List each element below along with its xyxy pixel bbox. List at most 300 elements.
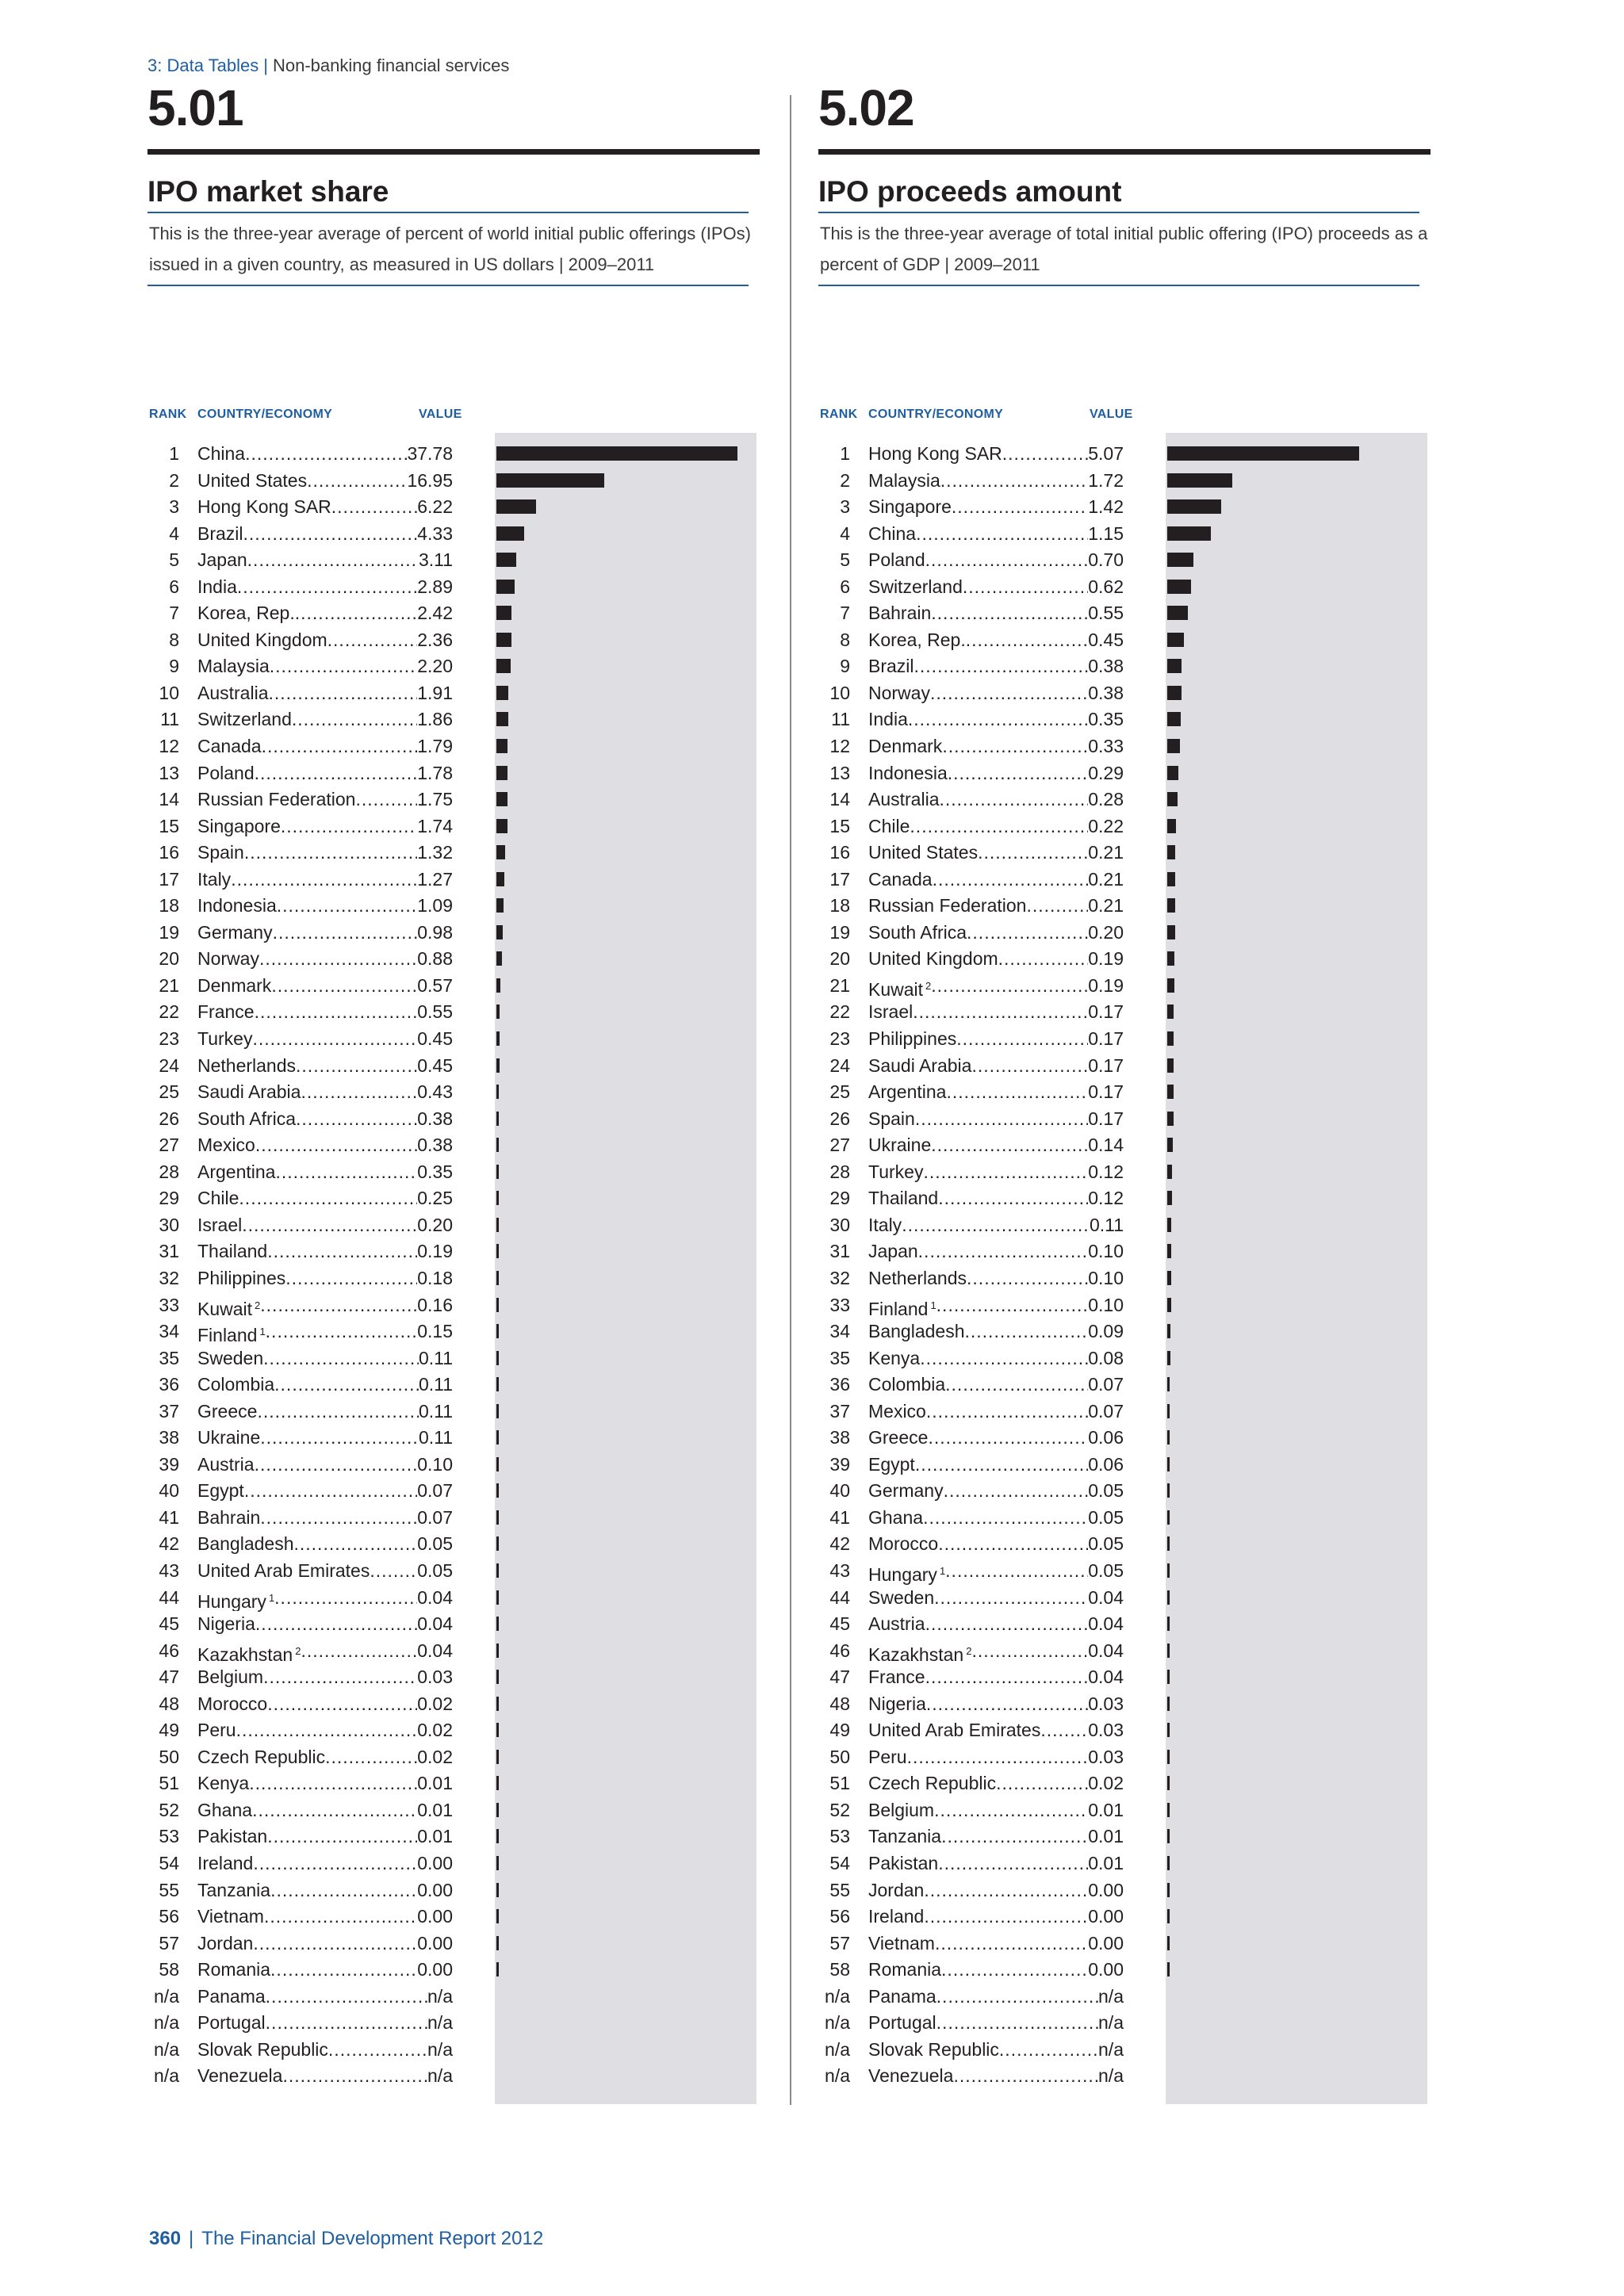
country-entry xyxy=(868,1026,1124,1053)
table-row xyxy=(818,521,1431,548)
value-cell: 0.11 xyxy=(418,1427,453,1448)
country-entry xyxy=(197,2037,453,2064)
country-name: China xyxy=(868,521,916,548)
country-entry xyxy=(197,1212,453,1239)
table-row xyxy=(147,1106,760,1133)
value-cell: 3.11 xyxy=(418,549,453,571)
table-row xyxy=(147,627,760,654)
table-row xyxy=(147,999,760,1026)
table-row xyxy=(147,1931,760,1957)
value-bar xyxy=(496,739,508,753)
country-name: Brazil xyxy=(197,521,243,548)
country-entry xyxy=(868,1425,1124,1452)
heading-rule xyxy=(147,149,760,155)
leader-dots xyxy=(255,999,418,1026)
value-cell: 0.11 xyxy=(1089,1214,1124,1235)
value-cell: 0.21 xyxy=(1088,868,1124,890)
rank-cell: 31 xyxy=(829,1241,850,1262)
leader-dots xyxy=(327,627,418,654)
rank-cell: 7 xyxy=(840,603,850,624)
value-cell: 0.55 xyxy=(1088,603,1124,624)
leader-dots xyxy=(267,1823,417,1850)
leader-dots xyxy=(252,1026,417,1053)
country-entry xyxy=(197,706,453,733)
value-cell: 0.17 xyxy=(1088,1001,1124,1023)
value-cell: 0.07 xyxy=(417,1506,453,1528)
country-entry xyxy=(197,760,453,787)
value-bar xyxy=(496,1510,499,1525)
leader-dots xyxy=(916,521,1088,548)
country-entry xyxy=(197,1531,453,1558)
value-cell: 0.10 xyxy=(417,1453,453,1475)
value-bar xyxy=(1167,1909,1170,1923)
leader-dots xyxy=(999,2037,1098,2064)
country-name: Denmark xyxy=(868,733,942,760)
value-cell: 0.00 xyxy=(417,1879,453,1900)
value-bar xyxy=(496,659,511,673)
value-cell: 0.20 xyxy=(1088,921,1124,943)
country-name: Ukraine xyxy=(868,1132,931,1159)
value-bar xyxy=(1167,1031,1174,1046)
table-row xyxy=(147,1744,760,1771)
rank-cell: 44 xyxy=(159,1586,179,1608)
value-cell: 0.11 xyxy=(418,1400,453,1422)
table-row xyxy=(147,1611,760,1638)
footnote-marker: 2 xyxy=(966,1644,972,1657)
value-bar xyxy=(1167,1829,1170,1843)
value-bar xyxy=(496,1457,499,1471)
rank-cell: 43 xyxy=(159,1559,179,1581)
value-bar xyxy=(496,1856,499,1870)
table-row xyxy=(147,2063,760,2090)
column-header-value: VALUE xyxy=(1090,408,1133,421)
rank-cell: 18 xyxy=(159,895,179,916)
table-description: This is the three-year average of percent of world initial public offerings (IPOs) issued in a given country, as measured in US dollars | 2009–2011 xyxy=(149,224,751,274)
value-bar xyxy=(496,1617,499,1631)
value-bar xyxy=(1167,1883,1170,1897)
country-entry xyxy=(868,1372,1124,1399)
rank-cell: 56 xyxy=(159,1906,179,1927)
country-name: United States xyxy=(197,468,307,495)
country-name: Spain xyxy=(868,1106,915,1133)
rank-cell: 58 xyxy=(159,1959,179,1980)
country-entry xyxy=(197,999,453,1026)
table-row xyxy=(818,893,1431,920)
value-cell: 0.04 xyxy=(1088,1667,1124,1688)
leader-dots xyxy=(255,1132,417,1159)
country-entry xyxy=(197,1797,453,1824)
country-name: Ukraine xyxy=(197,1425,260,1452)
leader-dots xyxy=(271,973,417,1000)
country-entry xyxy=(197,1505,453,1532)
country-name: Netherlands xyxy=(197,1053,296,1080)
leader-dots xyxy=(940,468,1088,495)
rank-cell: 45 xyxy=(829,1613,850,1635)
table-row xyxy=(818,1265,1431,1292)
value-cell: 0.06 xyxy=(1088,1453,1124,1475)
table-row xyxy=(147,760,760,787)
country-name: Egypt xyxy=(868,1452,915,1479)
country-entry xyxy=(197,1877,453,1904)
value-cell: 1.72 xyxy=(1088,469,1124,491)
value-bar xyxy=(1167,1377,1170,1391)
value-bar xyxy=(1167,1058,1174,1073)
value-cell: 1.32 xyxy=(417,842,453,863)
rank-cell: 29 xyxy=(159,1188,179,1209)
country-entry xyxy=(868,468,1124,495)
value-cell: 1.74 xyxy=(417,815,453,836)
value-cell: 0.04 xyxy=(417,1613,453,1635)
country-name: Morocco xyxy=(868,1531,938,1558)
value-cell: 0.01 xyxy=(417,1773,453,1794)
value-cell: 0.05 xyxy=(1088,1559,1124,1581)
value-cell: 0.22 xyxy=(1088,815,1124,836)
table-rows xyxy=(818,441,1431,2090)
country-entry xyxy=(868,1318,1124,1345)
value-cell: 0.02 xyxy=(417,1720,453,1741)
value-cell: 0.02 xyxy=(417,1693,453,1714)
country-entry xyxy=(868,1611,1124,1638)
value-bar xyxy=(1167,712,1181,726)
country-entry xyxy=(197,1850,453,1877)
country-entry xyxy=(868,2063,1124,2090)
table-row xyxy=(147,1452,760,1479)
value-bar xyxy=(496,1829,499,1843)
country-name: Venezuela xyxy=(197,2063,282,2090)
leader-dots xyxy=(939,786,1088,813)
rank-cell: 25 xyxy=(159,1081,179,1103)
value-bar xyxy=(496,1697,499,1711)
value-cell: 2.36 xyxy=(417,629,453,650)
value-cell: 0.11 xyxy=(418,1374,453,1395)
country-name: Finland $^1$ xyxy=(197,1318,266,1349)
rank-cell: 34 xyxy=(159,1321,179,1342)
value-bar xyxy=(496,1112,499,1126)
table-row xyxy=(818,600,1431,627)
country-entry xyxy=(197,600,453,627)
value-bar xyxy=(1167,1404,1170,1418)
country-entry xyxy=(197,680,453,707)
value-cell: 0.00 xyxy=(1088,1906,1124,1927)
country-name: Austria xyxy=(197,1452,255,1479)
value-cell: 0.17 xyxy=(1088,1108,1124,1129)
leader-dots xyxy=(263,1664,417,1691)
value-bar xyxy=(496,766,508,780)
value-cell: 0.21 xyxy=(1088,842,1124,863)
value-cell: 0.20 xyxy=(417,1214,453,1235)
rank-cell: 37 xyxy=(159,1400,179,1422)
table-row xyxy=(818,1212,1431,1239)
table-row xyxy=(818,2010,1431,2037)
rank-cell: 28 xyxy=(829,1161,850,1182)
country-name: Ghana xyxy=(868,1505,923,1532)
country-entry xyxy=(868,893,1124,920)
table-row xyxy=(147,2010,760,2037)
rank-cell: 32 xyxy=(829,1267,850,1288)
table-row xyxy=(818,920,1431,947)
country-name: Sweden xyxy=(868,1585,934,1612)
country-entry xyxy=(868,1212,1124,1239)
value-bar xyxy=(496,712,508,726)
leader-dots xyxy=(270,1957,417,1984)
leader-dots xyxy=(273,920,418,947)
rank-cell: 55 xyxy=(829,1879,850,1900)
rank-cell: 22 xyxy=(159,1001,179,1023)
country-name: Egypt xyxy=(197,1478,244,1505)
country-entry xyxy=(868,1957,1124,1984)
table-row xyxy=(147,1638,760,1665)
leader-dots xyxy=(244,840,417,867)
country-name: Norway xyxy=(197,946,259,973)
table-row xyxy=(818,1664,1431,1691)
rank-cell: 41 xyxy=(159,1506,179,1528)
value-cell: 0.14 xyxy=(1088,1135,1124,1156)
value-bar xyxy=(1167,1723,1170,1737)
rank-cell: 36 xyxy=(829,1374,850,1395)
leader-dots xyxy=(295,600,417,627)
country-name: Chile xyxy=(868,813,910,840)
country-entry xyxy=(197,1558,453,1585)
value-bar xyxy=(1167,686,1182,700)
value-bar xyxy=(496,1670,499,1684)
leader-dots xyxy=(285,1265,417,1292)
table-row xyxy=(147,468,760,495)
table-row xyxy=(147,1425,760,1452)
value-bar xyxy=(1167,1536,1170,1551)
value-bar xyxy=(1167,978,1174,993)
value-bar xyxy=(496,872,504,886)
country-name: Chile xyxy=(197,1185,239,1212)
leader-dots xyxy=(252,1797,417,1824)
value-bar xyxy=(1167,1298,1171,1312)
country-entry xyxy=(197,441,453,468)
rank-cell: 48 xyxy=(159,1693,179,1714)
leader-dots xyxy=(924,1904,1088,1931)
country-name: Kuwait $^2$ xyxy=(868,973,931,1004)
table-panel-5-02 xyxy=(818,79,1431,2223)
table-row xyxy=(147,1717,760,1744)
table-number: 5.02 xyxy=(818,79,914,136)
value-cell: 0.10 xyxy=(1088,1241,1124,1262)
leader-dots xyxy=(231,867,417,894)
rank-cell: 28 xyxy=(159,1161,179,1182)
country-name: Norway xyxy=(868,680,930,707)
leader-dots xyxy=(257,1399,419,1425)
value-bar xyxy=(496,1244,499,1258)
value-bar xyxy=(496,792,508,806)
value-bar xyxy=(1167,872,1175,886)
description-rule xyxy=(147,285,749,286)
country-entry xyxy=(868,494,1124,521)
value-bar xyxy=(496,1351,499,1365)
breadcrumb xyxy=(147,55,509,76)
rank-cell: 8 xyxy=(169,629,179,650)
leader-dots xyxy=(926,1691,1088,1718)
value-cell: 0.05 xyxy=(417,1533,453,1555)
value-cell: 0.00 xyxy=(417,1932,453,1954)
country-name: Switzerland xyxy=(197,706,292,733)
country-name: Portugal xyxy=(868,2010,936,2037)
leader-dots xyxy=(914,653,1089,680)
country-entry xyxy=(197,1691,453,1718)
country-name: Ireland xyxy=(868,1904,924,1931)
value-bar xyxy=(1167,1430,1170,1445)
rank-cell: 30 xyxy=(829,1214,850,1235)
rank-cell: 52 xyxy=(829,1799,850,1820)
table-row xyxy=(147,813,760,840)
country-name: Germany xyxy=(197,920,273,947)
table-row xyxy=(818,1823,1431,1850)
country-name: Indonesia xyxy=(197,893,277,920)
country-name: Canada xyxy=(868,867,933,894)
country-entry xyxy=(197,1904,453,1931)
table-row xyxy=(818,840,1431,867)
country-entry xyxy=(868,1106,1124,1133)
rank-cell: 16 xyxy=(829,842,850,863)
leader-dots xyxy=(966,627,1088,654)
country-name: Malaysia xyxy=(868,468,940,495)
country-name: Hungary $^1$ xyxy=(197,1585,274,1616)
value-cell: 0.38 xyxy=(1088,682,1124,703)
value-cell: 0.04 xyxy=(1088,1613,1124,1635)
value-cell: 0.38 xyxy=(417,1108,453,1129)
value-cell: 1.42 xyxy=(1088,496,1124,518)
value-cell: 0.01 xyxy=(417,1826,453,1847)
table-row xyxy=(147,1478,760,1505)
value-bar xyxy=(1167,925,1175,939)
value-cell: 1.78 xyxy=(417,762,453,783)
leader-dots xyxy=(930,680,1088,707)
leader-dots xyxy=(902,1212,1090,1239)
leader-dots xyxy=(942,733,1088,760)
country-name: Philippines xyxy=(197,1265,285,1292)
table-row xyxy=(147,1053,760,1080)
leader-dots xyxy=(275,1159,417,1186)
value-bar xyxy=(496,978,500,993)
leader-dots xyxy=(908,706,1088,733)
country-entry xyxy=(868,1770,1124,1797)
column-divider xyxy=(790,95,791,2105)
rank-cell: 47 xyxy=(829,1667,850,1688)
value-cell: 6.22 xyxy=(417,496,453,518)
leader-dots xyxy=(944,1478,1089,1505)
value-cell: 1.79 xyxy=(417,736,453,757)
table-row xyxy=(147,1664,760,1691)
value-bar xyxy=(496,1271,499,1285)
country-name: Italy xyxy=(197,867,231,894)
column-header-country: COUNTRY/ECONOMY xyxy=(868,408,1004,421)
country-entry xyxy=(197,946,453,973)
value-bar xyxy=(1167,553,1193,567)
rank-cell: 10 xyxy=(829,682,850,703)
leader-dots xyxy=(307,468,407,495)
table-row xyxy=(818,680,1431,707)
country-entry xyxy=(868,1823,1124,1850)
table-row xyxy=(818,1372,1431,1399)
country-entry xyxy=(868,627,1124,654)
country-name: Bahrain xyxy=(868,600,931,627)
table-row xyxy=(147,441,760,468)
country-name: Greece xyxy=(868,1425,928,1452)
country-entry xyxy=(868,733,1124,760)
leader-dots xyxy=(924,1877,1088,1904)
leader-dots xyxy=(266,2010,427,2037)
value-bar xyxy=(496,1404,499,1418)
footnote-marker: 1 xyxy=(268,1591,275,1604)
rank-cell: 43 xyxy=(829,1559,850,1581)
rank-cell: 36 xyxy=(159,1374,179,1395)
value-bar xyxy=(496,1058,500,1073)
leader-dots xyxy=(907,1744,1089,1771)
page-footer xyxy=(149,2228,543,2250)
country-name: Panama xyxy=(197,1984,266,2011)
country-entry xyxy=(868,680,1124,707)
table-row xyxy=(818,1478,1431,1505)
country-name: Morocco xyxy=(197,1691,267,1718)
table-row xyxy=(818,1238,1431,1265)
table-row xyxy=(818,1132,1431,1159)
rank-cell: 39 xyxy=(159,1453,179,1475)
country-entry xyxy=(868,2037,1124,2064)
rank-cell: 53 xyxy=(829,1826,850,1847)
country-entry xyxy=(868,1079,1124,1106)
value-cell: 0.25 xyxy=(417,1188,453,1209)
country-entry xyxy=(868,760,1124,787)
country-entry xyxy=(197,2063,453,2090)
country-name: Philippines xyxy=(868,1026,956,1053)
rank-cell: n/a xyxy=(825,1985,850,2007)
country-name: Nigeria xyxy=(197,1611,255,1638)
value-bar xyxy=(1167,1191,1172,1205)
rank-cell: 18 xyxy=(829,895,850,916)
country-entry xyxy=(197,973,453,1000)
country-name: India xyxy=(197,574,237,601)
value-cell: 0.03 xyxy=(1088,1720,1124,1741)
leader-dots xyxy=(926,1399,1088,1425)
value-bar xyxy=(1167,526,1211,541)
country-name: Vietnam xyxy=(197,1904,264,1931)
leader-dots xyxy=(253,1850,417,1877)
table-row xyxy=(818,1106,1431,1133)
table-row xyxy=(818,1850,1431,1877)
value-cell: 0.17 xyxy=(1088,1081,1124,1103)
table-row xyxy=(818,468,1431,495)
table-title: IPO proceeds amount xyxy=(818,175,1122,208)
value-bar xyxy=(1167,1351,1170,1365)
leader-dots xyxy=(931,600,1088,627)
table-row xyxy=(818,1691,1431,1718)
country-entry xyxy=(868,1478,1124,1505)
country-name: Italy xyxy=(868,1212,902,1239)
rank-cell: 42 xyxy=(159,1533,179,1555)
value-cell: 0.04 xyxy=(417,1586,453,1608)
value-bar xyxy=(1167,1936,1170,1950)
country-name: Mexico xyxy=(197,1132,255,1159)
table-row xyxy=(818,1797,1431,1824)
value-bar xyxy=(496,446,737,461)
leader-dots xyxy=(266,1984,427,2011)
value-bar xyxy=(1167,819,1176,833)
value-cell: 0.00 xyxy=(1088,1932,1124,1954)
rank-cell: 53 xyxy=(159,1826,179,1847)
country-name: Australia xyxy=(197,680,268,707)
country-entry xyxy=(868,653,1124,680)
country-name: China xyxy=(197,441,245,468)
table-row xyxy=(818,653,1431,680)
country-entry xyxy=(868,1744,1124,1771)
rank-cell: 49 xyxy=(829,1720,850,1741)
rank-cell: 12 xyxy=(829,736,850,757)
